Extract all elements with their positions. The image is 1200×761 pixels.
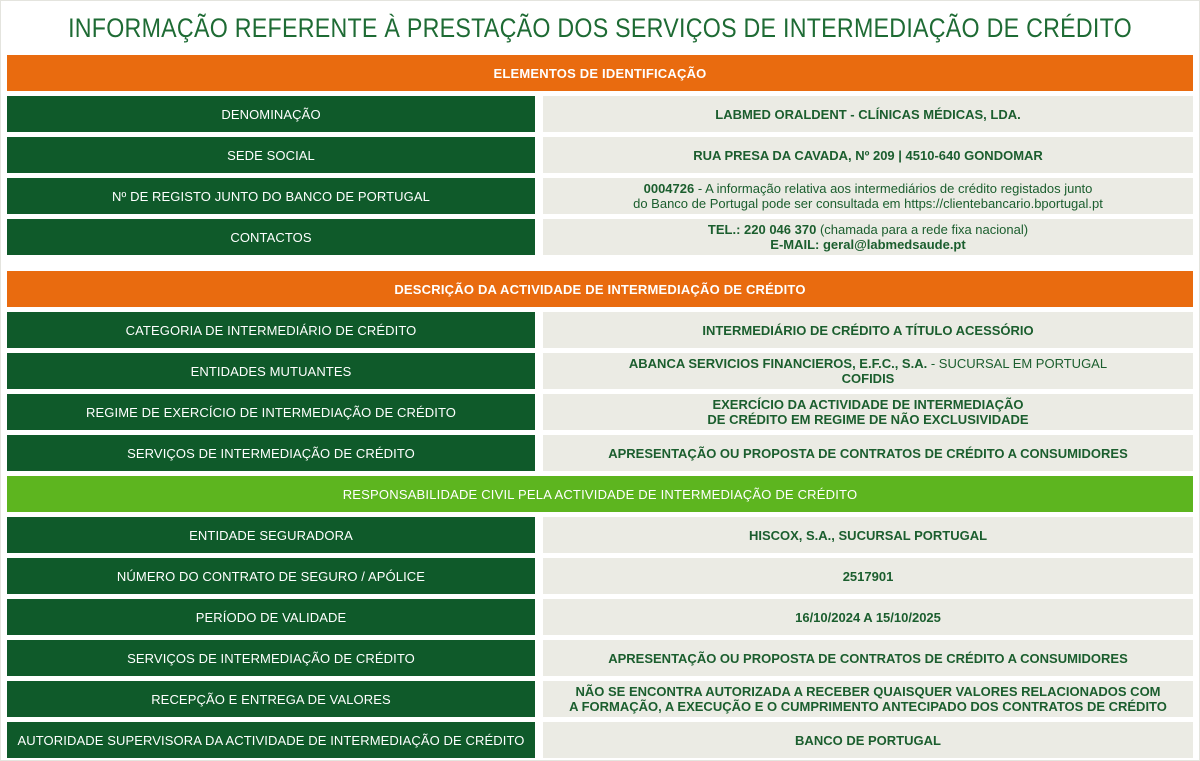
section-heading-descricao: DESCRIÇÃO DA ACTIVIDADE DE INTERMEDIAÇÃO DE CRÉDITO <box>7 271 1193 307</box>
row-label: REGIME DE EXERCÍCIO DE INTERMEDIAÇÃO DE CRÉDITO <box>7 394 535 430</box>
table-row <box>7 312 1193 348</box>
value-rest: - A informação relativa aos intermediários de crédito registados junto <box>694 181 1093 196</box>
registo-number: 0004726 <box>643 181 695 196</box>
row-value <box>543 517 1193 553</box>
row-label: DENOMINAÇÃO <box>7 96 535 132</box>
table-row <box>7 640 1193 676</box>
value-rest: - SUCURSAL EM PORTUGAL <box>927 356 1108 371</box>
table-row <box>7 96 1193 132</box>
value-text: INTERMEDIÁRIO DE CRÉDITO A TÍTULO ACESSÓRIO <box>702 322 1034 338</box>
section-heading-identificacao: ELEMENTOS DE IDENTIFICAÇÃO <box>7 55 1193 91</box>
row-label: SERVIÇOS DE INTERMEDIAÇÃO DE CRÉDITO <box>7 640 535 676</box>
row-value <box>543 681 1193 717</box>
row-value <box>543 312 1193 348</box>
value-line-1: EXERCÍCIO DA ACTIVIDADE DE INTERMEDIAÇÃO <box>712 397 1024 412</box>
value-text: 2517901 <box>842 568 894 584</box>
phone-number: TEL.: 220 046 370 <box>707 222 817 237</box>
table-row <box>7 353 1193 389</box>
value-line-2: COFIDIS <box>841 371 895 386</box>
lender-name: ABANCA SERVICIOS FINANCIEROS, E.F.C., S.A. <box>628 356 928 371</box>
section-descricao <box>1 271 1199 471</box>
table-row <box>7 517 1193 553</box>
row-label: PERÍODO DE VALIDADE <box>7 599 535 635</box>
row-label: ENTIDADES MUTUANTES <box>7 353 535 389</box>
value-line-2: DE CRÉDITO EM REGIME DE NÃO EXCLUSIVIDADE <box>707 412 1029 427</box>
row-value <box>543 96 1193 132</box>
row-label: CONTACTOS <box>7 219 535 255</box>
table-row <box>7 599 1193 635</box>
section-responsabilidade <box>1 476 1199 758</box>
row-value <box>543 178 1193 214</box>
page-title: INFORMAÇÃO REFERENTE À PRESTAÇÃO DOS SERVIÇOS DE INTERMEDIAÇÃO DE CRÉDITO <box>68 12 1132 43</box>
value-line-1: NÃO SE ENCONTRA AUTORIZADA A RECEBER QUAISQUER VALORES RELACIONADOS COM <box>575 684 1161 699</box>
row-value <box>543 599 1193 635</box>
table-row <box>7 178 1193 214</box>
row-value <box>543 137 1193 173</box>
value-line-1 <box>644 181 1093 196</box>
value-text: 16/10/2024 A 15/10/2025 <box>795 609 941 625</box>
row-value <box>543 435 1193 471</box>
table-row <box>7 435 1193 471</box>
row-label: RECEPÇÃO E ENTREGA DE VALORES <box>7 681 535 717</box>
table-row <box>7 137 1193 173</box>
value-text: BANCO DE PORTUGAL <box>795 732 941 748</box>
value-line-2: A FORMAÇÃO, A EXECUÇÃO E O CUMPRIMENTO ANTECIPADO DOS CONTRATOS DE CRÉDITO <box>569 699 1167 714</box>
email-line: E-MAIL: geral@labmedsaude.pt <box>770 237 966 252</box>
table-row <box>7 681 1193 717</box>
row-value <box>543 394 1193 430</box>
row-label: CATEGORIA DE INTERMEDIÁRIO DE CRÉDITO <box>7 312 535 348</box>
value-text: LABMED ORALDENT - CLÍNICAS MÉDICAS, LDA. <box>715 106 1021 122</box>
value-rest: (chamada para a rede fixa nacional) <box>816 222 1029 237</box>
row-label: Nº DE REGISTO JUNTO DO BANCO DE PORTUGAL <box>7 178 535 214</box>
section-heading-responsabilidade: RESPONSABILIDADE CIVIL PELA ACTIVIDADE DE INTERMEDIAÇÃO DE CRÉDITO <box>7 476 1193 512</box>
value-text: HISCOX, S.A., SUCURSAL PORTUGAL <box>748 527 988 543</box>
row-value <box>543 353 1193 389</box>
value-line-2: do Banco de Portugal pode ser consultada em https://clientebancario.bportugal.pt <box>633 196 1103 211</box>
row-value <box>543 558 1193 594</box>
value-text: APRESENTAÇÃO OU PROPOSTA DE CONTRATOS DE CRÉDITO A CONSUMIDORES <box>608 445 1128 461</box>
row-label: ENTIDADE SEGURADORA <box>7 517 535 553</box>
value-text: APRESENTAÇÃO OU PROPOSTA DE CONTRATOS DE CRÉDITO A CONSUMIDORES <box>608 650 1128 666</box>
row-label: AUTORIDADE SUPERVISORA DA ACTIVIDADE DE INTERMEDIAÇÃO DE CRÉDITO <box>7 722 535 758</box>
row-value <box>543 722 1193 758</box>
row-label: SEDE SOCIAL <box>7 137 535 173</box>
section-identificacao <box>1 55 1199 255</box>
value-line-1 <box>708 222 1028 237</box>
table-row <box>7 394 1193 430</box>
table-row <box>7 558 1193 594</box>
value-line-1 <box>629 356 1107 371</box>
value-text: RUA PRESA DA CAVADA, Nº 209 | 4510-640 GONDOMAR <box>693 147 1043 163</box>
table-row <box>7 722 1193 758</box>
table-row <box>7 219 1193 255</box>
row-label: NÚMERO DO CONTRATO DE SEGURO / APÓLICE <box>7 558 535 594</box>
row-label: SERVIÇOS DE INTERMEDIAÇÃO DE CRÉDITO <box>7 435 535 471</box>
row-value <box>543 219 1193 255</box>
row-value <box>543 640 1193 676</box>
